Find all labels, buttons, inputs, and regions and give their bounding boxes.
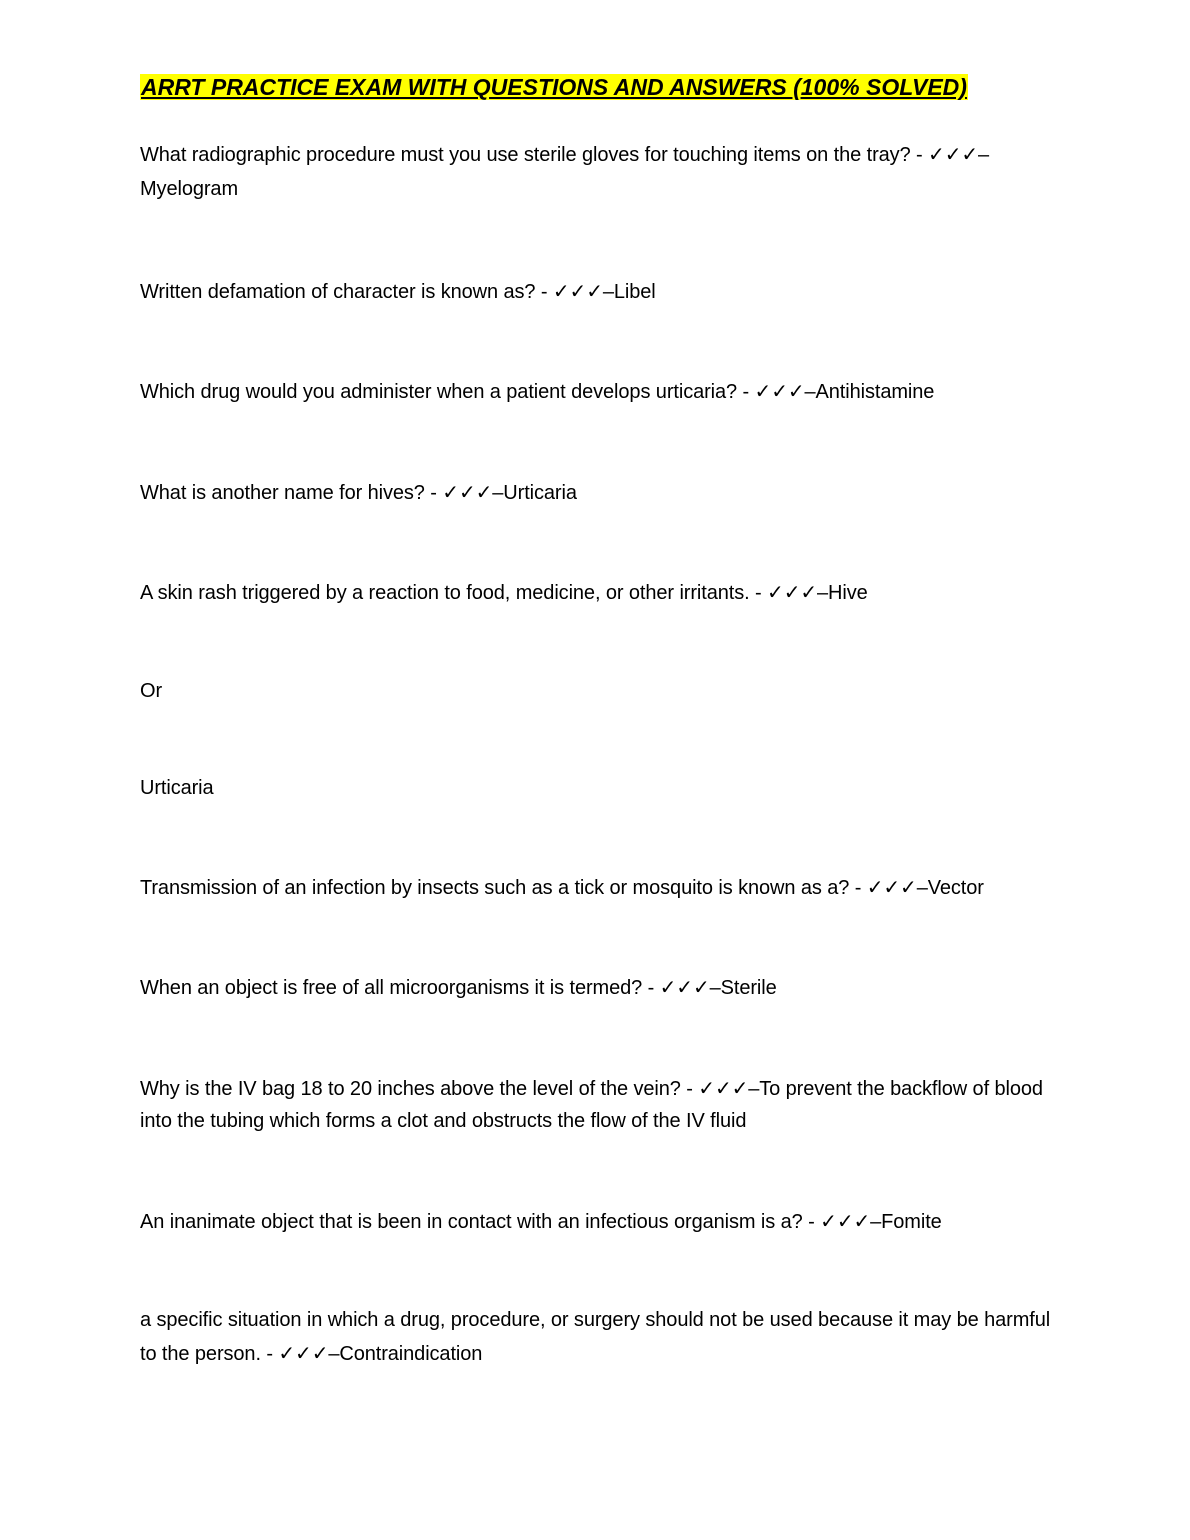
page-title bbox=[140, 72, 968, 102]
qa-contraindication: a specific situation in which a drug, procedure, or surgery should not be used because it may be harmful to the person. - ✓✓✓–Contraindication bbox=[140, 1309, 1051, 1365]
text-or: Or bbox=[140, 680, 163, 702]
qa-urticaria: What is another name for hives? - ✓✓✓–Urticaria bbox=[140, 482, 577, 504]
qa-antihistamine: Which drug would you administer when a patient develops urticaria? - ✓✓✓–Antihistamine bbox=[140, 381, 935, 403]
qa-sterile: When an object is free of all microorganisms it is termed? - ✓✓✓–Sterile bbox=[140, 977, 777, 999]
text-urticaria: Urticaria bbox=[140, 777, 214, 799]
page-title-highlight: ARRT PRACTICE EXAM WITH QUESTIONS AND ANSWERS (100% SOLVED) bbox=[141, 74, 967, 100]
qa-fomite: An inanimate object that is been in contact with an infectious organism is a? - ✓✓✓–Fomite bbox=[140, 1211, 942, 1233]
qa-iv-bag: Why is the IV bag 18 to 20 inches above the level of the vein? - ✓✓✓–To prevent the backflow of blood into the tubing which forms a clot and obstructs the flow of the IV fluid bbox=[140, 1078, 1043, 1132]
qa-vector: Transmission of an infection by insects such as a tick or mosquito is known as a? - ✓✓✓–Vector bbox=[140, 877, 984, 899]
qa-myelogram: What radiographic procedure must you use sterile gloves for touching items on the tray? - ✓✓✓–Myelogram bbox=[140, 144, 990, 200]
qa-libel: Written defamation of character is known as? - ✓✓✓–Libel bbox=[140, 281, 656, 303]
qa-hive: A skin rash triggered by a reaction to food, medicine, or other irritants. - ✓✓✓–Hive bbox=[140, 582, 868, 604]
